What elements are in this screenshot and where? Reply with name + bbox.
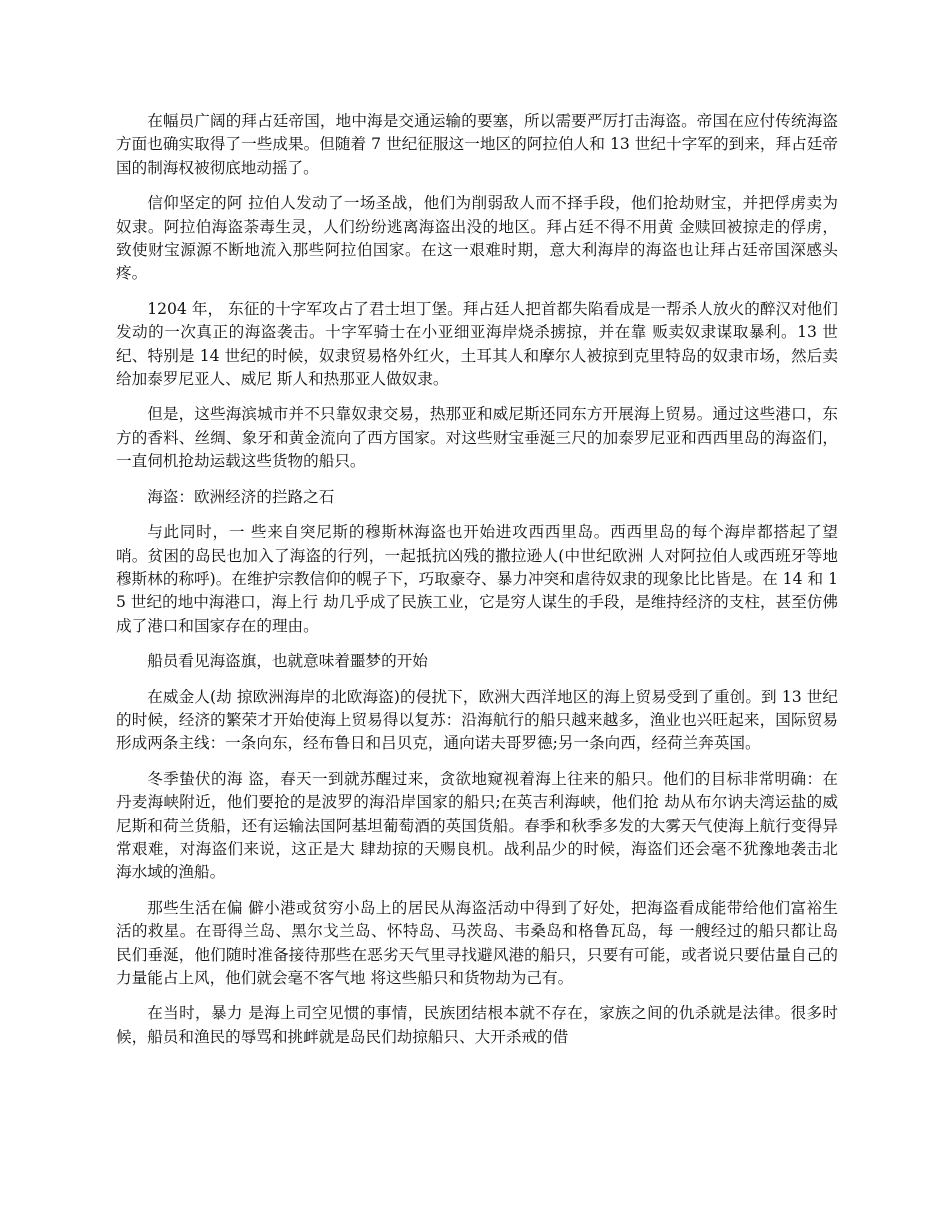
paragraph-violence-at-sea: 在当时，暴力 是海上司空见惯的事情，民族团结根本就不存在，家族之间的仇杀就是法律。很多时候，船员和渔民的辱骂和挑衅就是岛民们劫掠船只、大开杀戒的借 xyxy=(116,1004,838,1046)
paragraph-seasonal-pirates: 冬季蛰伏的海 盗，春天一到就苏醒过来，贪欲地窥视着海上往来的船只。他们的目标非常明确：在丹麦海峡附近，他们要抢的是波罗的海沿岸国家的船只;在英吉利海峡，他们抢 劫从布尔讷夫湾运盐的威尼斯和荷兰货船，还有运输法国阿基坦葡萄酒的英国货船。春季和秋季多发的大雾天气使海上航行变得异常艰难，对海盗们来说，这正是大 肆劫掠的天赐良机。战利品少的时候，海盗们还会毫不犹豫地袭击北海水域的渔船。 xyxy=(116,769,838,882)
section-heading-pirate-flag: 船员看见海盗旗，也就意味着噩梦的开始 xyxy=(147,652,428,671)
section-heading-economy: 海盗：欧洲经济的拦路之石 xyxy=(147,487,335,506)
paragraph-island-residents: 那些生活在偏 僻小港或贫穷小岛上的居民从海盗活动中得到了好处，把海盗看成能带给他们富裕生活的救星。在哥得兰岛、黑尔戈兰岛、怀特岛、马茨岛、韦桑岛和格鲁瓦岛，每 一艘经过的船只都让岛民们垂涎，他们随时准备接待那些在恶劣天气里寻找避风港的船只，只要有可能，或者说只要估量自己的力量能占上风，他们就会毫不客气地 将这些船只和货物劫为己有。 xyxy=(116,898,838,987)
paragraph-atlantic-trade: 在威金人(劫 掠欧洲海岸的北欧海盗)的侵扰下，欧洲大西洋地区的海上贸易受到了重创。到 13 世纪的时候，经济的繁荣才开始使海上贸易得以复苏：沿海航行的船只越来越多，渔业也兴旺起来，国际贸易形成两条主线：一条向东，经布鲁日和吕贝克，通向诺夫哥罗德;另一条向西，经荷兰奔英国。 xyxy=(116,687,838,753)
paragraph-byzantine-empire: 在幅员广阔的拜占廷帝国，地中海是交通运输的要塞，所以需要严厉打击海盗。帝国在应付传统海盗方面也确实取得了一些成果。但随着 7 世纪征服这一地区的阿拉伯人和 13 世纪十字军的到来，拜占廷帝国的制海权被彻底地动摇了。 xyxy=(116,112,838,177)
paragraph-crusaders-1204: 1204 年， 东征的十字军攻占了君士坦丁堡。拜占廷人把首都失陷看成是一帮杀人放火的醉汉对他们发动的一次真正的海盗袭击。十字军骑士在小亚细亚海岸烧杀掳掠，并在靠 贩卖奴隶谋取暴利。13 世纪、特别是 14 世纪的时候，奴隶贸易格外红火，土耳其人和摩尔人被掠到克里特岛的奴隶市场，然后卖给加泰罗尼亚人、威尼 斯人和热那亚人做奴隶。 xyxy=(116,299,838,389)
paragraph-coastal-trade: 但是，这些海滨城市并不只靠奴隶交易，热那亚和威尼斯还同东方开展海上贸易。通过这些港口，东方的香料、丝绸、象牙和黄金流向了西方国家。对这些财宝垂涎三尺的加泰罗尼亚和西西里岛的海盗们，一直伺机抢劫运载这些货物的船只。 xyxy=(116,405,838,471)
paragraph-sicily-pirates: 与此同时，一 些来自突尼斯的穆斯林海盗也开始进攻西西里岛。西西里岛的每个海岸都搭起了望哨。贫困的岛民也加入了海盗的行列，一起抵抗凶残的撒拉逊人(中世纪欧洲 人对阿拉伯人或西班牙等地穆斯林的称呼)。在维护宗教信仰的幌子下，巧取豪夺、暴力冲突和虐待奴隶的现象比比皆是。在 14 和 15 世纪的地中海港口，海上行 劫几乎成了民族工业，它是穷人谋生的手段，是维持经济的支柱，甚至仿佛成了港口和国家存在的理由。 xyxy=(116,523,838,635)
paragraph-arab-holy-war: 信仰坚定的阿 拉伯人发动了一场圣战，他们为削弱敌人而不择手段，他们抢劫财宝，并把俘虏卖为奴隶。阿拉伯海盗荼毒生灵，人们纷纷逃离海盗出没的地区。拜占廷不得不用黄 金赎回被掠走的俘虏，致使财宝源源不断地流入那些阿拉伯国家。在这一艰难时期，意大利海岸的海盗也让拜占廷帝国深感头疼。 xyxy=(116,194,838,283)
